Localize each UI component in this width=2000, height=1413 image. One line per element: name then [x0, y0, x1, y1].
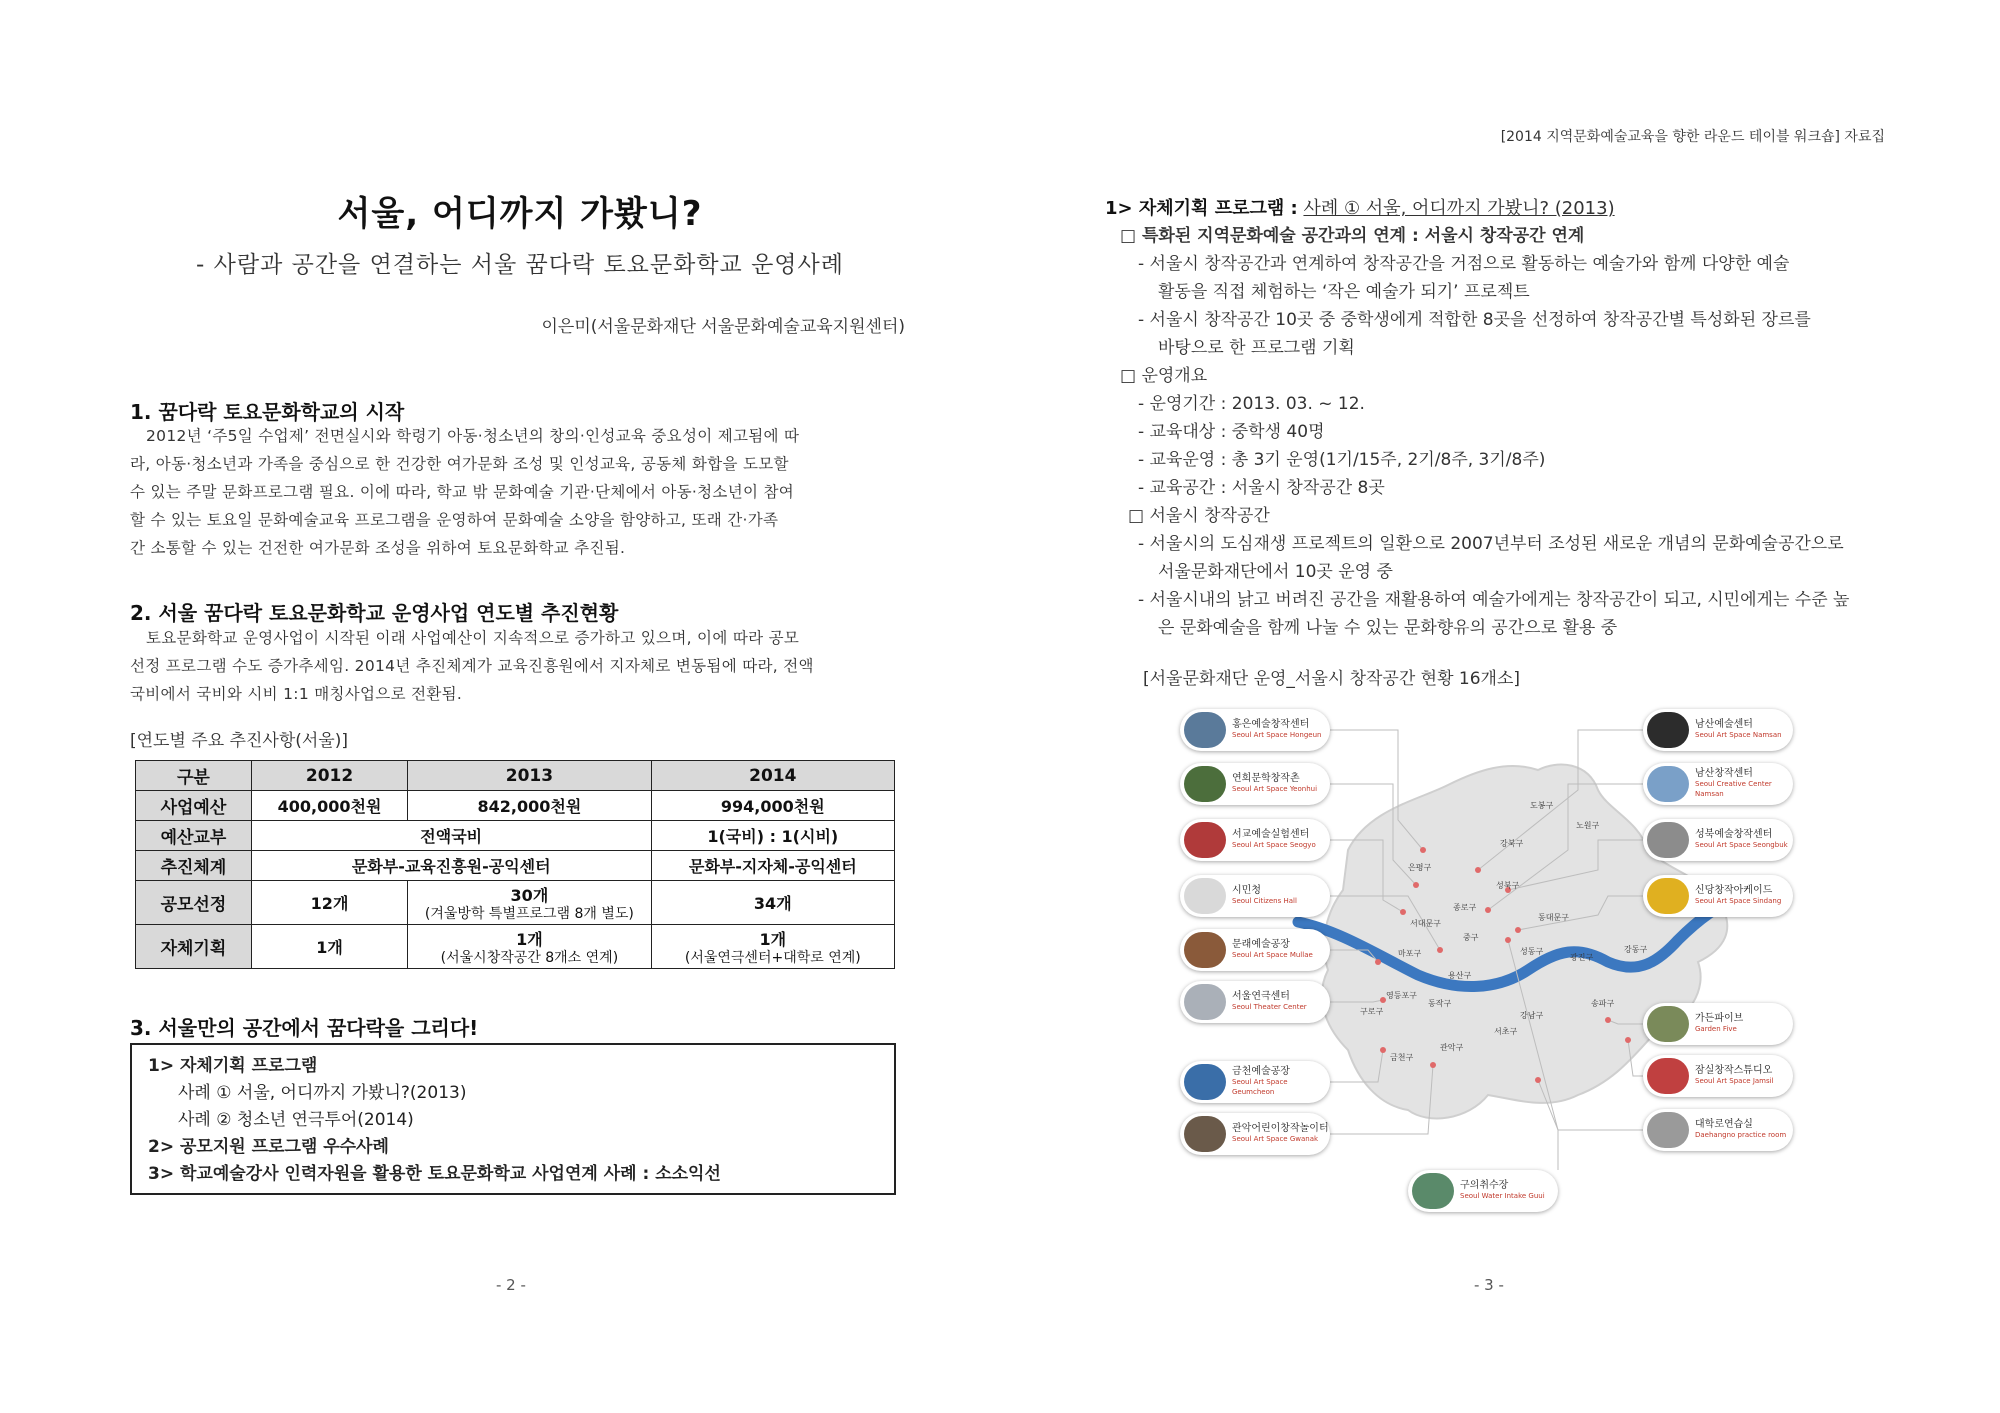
- cell-note: (서울연극센터+대학로 연계): [684, 950, 861, 966]
- table-cell: [651, 925, 894, 969]
- venue-card: [1180, 1113, 1330, 1155]
- body-line: 바탕으로 한 프로그램 기획: [1158, 338, 1355, 358]
- table-cell: [408, 925, 651, 969]
- venue-name-en: Seoul Art Space Seongbuk: [1695, 841, 1788, 849]
- table-row: [136, 925, 895, 969]
- district-label: 성동구: [1520, 947, 1544, 956]
- table-row-label: 공모선정: [136, 881, 252, 925]
- venue-name-en: Seoul Theater Center: [1232, 1003, 1307, 1011]
- body-line: - 서울시내의 낡고 버려진 공간을 재활용하여 예술가에게는 창작공간이 되고, 시민에게는 수준 높: [1138, 590, 1850, 610]
- body-line: - 서울시 창작공간과 연계하여 창작공간을 거점으로 활동하는 예술가와 함께 다양한 예술: [1138, 254, 1790, 274]
- venue-card: [1643, 1055, 1793, 1097]
- district-label: 강북구: [1500, 839, 1524, 848]
- venue-name-en: Seoul Art Space Yeonhui: [1232, 785, 1318, 793]
- section-2-title: 2. 서울 꿈다락 토요문화학교 운영사업 연도별 추진현황: [130, 601, 619, 625]
- table-cell: 1(국비) : 1(시비): [651, 821, 894, 851]
- paragraph-line: 선정 프로그램 수도 증가추세임. 2014년 추진체계가 교육진흥원에서 지자체로 변동됨에 따라, 전액: [130, 657, 814, 675]
- venue-photo: [1647, 878, 1689, 914]
- venue-name: 남산창작센터: [1695, 768, 1753, 779]
- right-body: [1120, 222, 1880, 642]
- venue-card: [1180, 875, 1330, 917]
- venue-name-en: Seoul Art Space Hongeun: [1232, 731, 1322, 739]
- body-line: - 운영기간 : 2013. 03. ~ 12.: [1138, 394, 1365, 414]
- paragraph-line: 토요문화학교 운영사업이 시작된 이래 사업예산이 지속적으로 증가하고 있으며, 이에 따라 공모: [146, 629, 800, 647]
- yearly-plan-table: [135, 760, 895, 969]
- cell-main: 1개: [759, 930, 787, 949]
- table-cell: 문화부-교육진흥원-공익센터: [251, 851, 651, 881]
- venue-name: 문래예술공장: [1232, 939, 1290, 950]
- venue-name-en: Seoul Art Space Namsan: [1695, 731, 1782, 739]
- cell-main: 30개: [510, 886, 549, 905]
- paragraph-line: 2012년 ‘주5일 수업제’ 전면실시와 학령기 아동·청소년의 창의·인성교육 중요성이 제고됨에 따: [146, 427, 800, 445]
- section-1-title: 1. 꿈다락 토요문화학교의 시작: [130, 400, 405, 424]
- district-label: 동작구: [1428, 999, 1452, 1008]
- district-label: 송파구: [1591, 999, 1615, 1008]
- box-line: 사례 ① 서울, 어디까지 가봤니?(2013): [178, 1083, 467, 1103]
- paragraph-line: 라, 아동·청소년과 가족을 중심으로 한 건강한 여가문화 조성 및 인성교육, 공동체 화합을 도모할: [130, 455, 789, 473]
- district-label: 서초구: [1494, 1027, 1518, 1036]
- venue-name-en: Seoul Citizens Hall: [1232, 897, 1297, 905]
- venue-card: [1180, 981, 1330, 1023]
- venue-photo: [1184, 932, 1226, 968]
- table-row: [136, 821, 895, 851]
- heading-rest: 사례 ① 서울, 어디까지 가봤니? (2013): [1303, 198, 1615, 219]
- table-cell: 1개: [251, 925, 407, 969]
- table-header-cell: 구분: [136, 761, 252, 791]
- table-cell: 34개: [651, 881, 894, 925]
- venue-name-en: Seoul Art Space Geumcheon: [1232, 1078, 1288, 1096]
- paragraph-line: 할 수 있는 토요일 문화예술교육 프로그램을 운영하여 문화예술 소양을 함양하고, 또래 간·가족: [130, 511, 779, 529]
- venue-name-en: Daehangno practice room: [1695, 1131, 1787, 1139]
- cell-note: (겨울방학 특별프로그램 8개 별도): [424, 906, 634, 922]
- venue-photo: [1647, 1006, 1689, 1042]
- venue-photo: [1184, 984, 1226, 1020]
- table-cell: [408, 881, 651, 925]
- venue-photo: [1184, 878, 1226, 914]
- box-line: 2> 공모지원 프로그램 우수사례: [148, 1137, 389, 1157]
- map-caption: [서울문화재단 운영_서울시 창작공간 현황 16개소]: [1143, 669, 1521, 689]
- body-line: 활동을 직접 체험하는 ‘작은 예술가 되기’ 프로젝트: [1158, 282, 1530, 302]
- program-list-box: [130, 1043, 896, 1195]
- venue-name-en: Seoul Art Space Jamsil: [1695, 1077, 1774, 1085]
- district-label: 광진구: [1570, 953, 1594, 962]
- body-line: 은 문화예술을 함께 나눌 수 있는 문화향유의 공간으로 활용 중: [1158, 618, 1618, 638]
- district-label: 동대문구: [1538, 913, 1569, 922]
- venue-card: [1643, 819, 1793, 861]
- paragraph-line: 간 소통할 수 있는 건전한 여가문화 조성을 위하여 토요문화학교 추진됨.: [130, 539, 626, 557]
- table-cell: 12개: [251, 881, 407, 925]
- table-row-label: 사업예산: [136, 791, 252, 821]
- venue-name: 홍은예술창작센터: [1232, 719, 1310, 730]
- district-label: 마포구: [1398, 949, 1422, 958]
- venue-name: 금천예술공장: [1232, 1066, 1290, 1077]
- district-label: 도봉구: [1530, 801, 1554, 810]
- venue-name-en: Seoul Water Intake Guui: [1460, 1192, 1545, 1200]
- body-line: 서울문화재단에서 10곳 운영 중: [1158, 562, 1393, 582]
- page-number-left: - 2 -: [496, 1276, 526, 1294]
- page-title: 서울, 어디까지 가봤니?: [337, 194, 703, 234]
- paragraph-line: 수 있는 주말 문화프로그램 필요. 이에 따라, 학교 밖 문화예술 기관·단체에서 아동·청소년이 참여: [130, 483, 795, 501]
- body-line: □ 특화된 지역문화예술 공간과의 연계 : 서울시 창작공간 연계: [1120, 226, 1585, 246]
- district-label: 노원구: [1576, 821, 1600, 830]
- venue-card: [1408, 1170, 1558, 1212]
- venue-photo: [1184, 712, 1226, 748]
- venue-card: [1180, 929, 1330, 971]
- venue-name-en: Garden Five: [1695, 1025, 1737, 1033]
- venue-photo: [1184, 1064, 1226, 1100]
- table-row-label: 예산교부: [136, 821, 252, 851]
- venue-name: 서울연극센터: [1232, 991, 1290, 1002]
- body-line: □ 운영개요: [1120, 366, 1208, 386]
- venue-name-en: Seoul Art Space Gwanak: [1232, 1135, 1319, 1143]
- district-label: 용산구: [1448, 971, 1472, 980]
- table-cell: 994,000천원: [651, 791, 894, 821]
- venue-photo: [1412, 1173, 1454, 1209]
- venue-photo: [1647, 766, 1689, 802]
- venue-photo: [1184, 822, 1226, 858]
- table-row: [136, 881, 895, 925]
- body-line: - 서울시 창작공간 10곳 중 중학생에게 적합한 8곳을 선정하여 창작공간별 특성화된 장르를: [1138, 310, 1811, 330]
- district-label: 강남구: [1520, 1011, 1544, 1020]
- venue-name: 신당창작아케이드: [1695, 885, 1773, 896]
- right-heading: [1105, 194, 1615, 220]
- venue-name: 연희문학창작촌: [1232, 773, 1300, 784]
- venue-photo: [1184, 766, 1226, 802]
- box-line: 사례 ② 청소년 연극투어(2014): [178, 1110, 414, 1130]
- table-header-cell: 2012: [251, 761, 407, 791]
- heading-prefix: 1> 자체기획 프로그램 :: [1105, 198, 1298, 219]
- section-2-body: [130, 624, 896, 708]
- table-cell: 400,000천원: [251, 791, 407, 821]
- venue-photo: [1647, 1058, 1689, 1094]
- table-caption: [연도별 주요 추진사항(서울)]: [130, 731, 348, 751]
- district-label: 관악구: [1440, 1043, 1464, 1052]
- table-row-label: 추진체계: [136, 851, 252, 881]
- venue-card: [1180, 819, 1330, 861]
- section-3-title: 3. 서울만의 공간에서 꿈다락을 그리다!: [130, 1016, 479, 1040]
- table-row: [136, 791, 895, 821]
- table-cell: 전액국비: [251, 821, 651, 851]
- venue-card: [1180, 709, 1330, 751]
- venue-name: 구의취수장: [1460, 1180, 1509, 1191]
- venue-card: [1643, 875, 1793, 917]
- table-cell: 842,000천원: [408, 791, 651, 821]
- venue-card: [1180, 763, 1330, 805]
- body-line: - 교육운영 : 총 3기 운영(1기/15주, 2기/8주, 3기/8주): [1138, 450, 1546, 470]
- box-line: 1> 자체기획 프로그램: [148, 1056, 318, 1076]
- table-header-cell: 2013: [408, 761, 651, 791]
- running-header: [2014 지역문화예술교육을 향한 라운드 테이블 워크숍] 자료집: [1500, 129, 1885, 145]
- venue-name-en: Seoul Art Space Seogyo: [1232, 841, 1316, 849]
- seoul-art-space-map: [1178, 700, 1798, 1220]
- venue-card: [1643, 709, 1793, 751]
- district-label: 금천구: [1390, 1053, 1414, 1062]
- venue-name: 성북예술창작센터: [1695, 829, 1773, 840]
- venue-name: 가든파이브: [1695, 1013, 1744, 1024]
- venue-name-en: Seoul Art Space Mullae: [1232, 951, 1313, 959]
- table-row-label: 자체기획: [136, 925, 252, 969]
- district-label: 은평구: [1408, 863, 1432, 872]
- venue-photo: [1647, 1112, 1689, 1148]
- body-line: - 교육공간 : 서울시 창작공간 8곳: [1138, 478, 1385, 498]
- page-subtitle: - 사람과 공간을 연결하는 서울 꿈다락 토요문화학교 운영사례: [196, 252, 844, 278]
- table-cell: 문화부-지자체-공익센터: [651, 851, 894, 881]
- venue-name-en: Seoul Creative Center Namsan: [1695, 780, 1772, 798]
- district-label: 구로구: [1360, 1007, 1384, 1016]
- venue-photo: [1184, 1116, 1226, 1152]
- table-row: [136, 851, 895, 881]
- venue-name: 남산예술센터: [1695, 719, 1753, 730]
- cell-main: 1개: [516, 930, 543, 949]
- venue-card: [1643, 1109, 1793, 1151]
- box-line: 3> 학교예술강사 인력자원을 활용한 토요문화학교 사업연계 사례 : 소소익선: [148, 1164, 721, 1184]
- body-line: □ 서울시 창작공간: [1128, 506, 1270, 526]
- table-header-cell: 2014: [651, 761, 894, 791]
- venue-name: 대학로연습실: [1695, 1119, 1753, 1130]
- district-label: 중구: [1463, 933, 1479, 942]
- author-line: 이은미(서울문화재단 서울문화예술교육지원센터): [541, 317, 905, 337]
- district-label: 강동구: [1624, 945, 1648, 954]
- cell-note: (서울시창작공간 8개소 연계): [440, 950, 619, 966]
- district-label: 종로구: [1453, 903, 1477, 912]
- section-1-body: [130, 422, 896, 562]
- district-label: 성북구: [1496, 881, 1520, 890]
- venue-name: 시민청: [1232, 885, 1261, 896]
- paragraph-line: 국비에서 국비와 시비 1:1 매칭사업으로 전환됨.: [130, 685, 463, 703]
- page-number-right: - 3 -: [1474, 1276, 1504, 1294]
- body-line: - 서울시의 도심재생 프로젝트의 일환으로 2007년부터 조성된 새로운 개념의 문화예술공간으로: [1138, 534, 1844, 554]
- body-line: - 교육대상 : 중학생 40명: [1138, 422, 1325, 442]
- venue-name: 관악어린이창작놀이터: [1232, 1123, 1329, 1134]
- venue-name-en: Seoul Art Space Sindang: [1695, 897, 1782, 905]
- table-row: [136, 761, 895, 791]
- district-label: 영등포구: [1386, 991, 1417, 1000]
- venue-name: 잠실창작스튜디오: [1695, 1065, 1773, 1076]
- venue-name: 서교예술실험센터: [1232, 829, 1310, 840]
- venue-photo: [1647, 822, 1689, 858]
- venue-card: [1643, 1003, 1793, 1045]
- district-label: 서대문구: [1410, 919, 1441, 928]
- venue-card: [1643, 763, 1793, 805]
- venue-card: [1180, 1061, 1330, 1103]
- venue-photo: [1647, 712, 1689, 748]
